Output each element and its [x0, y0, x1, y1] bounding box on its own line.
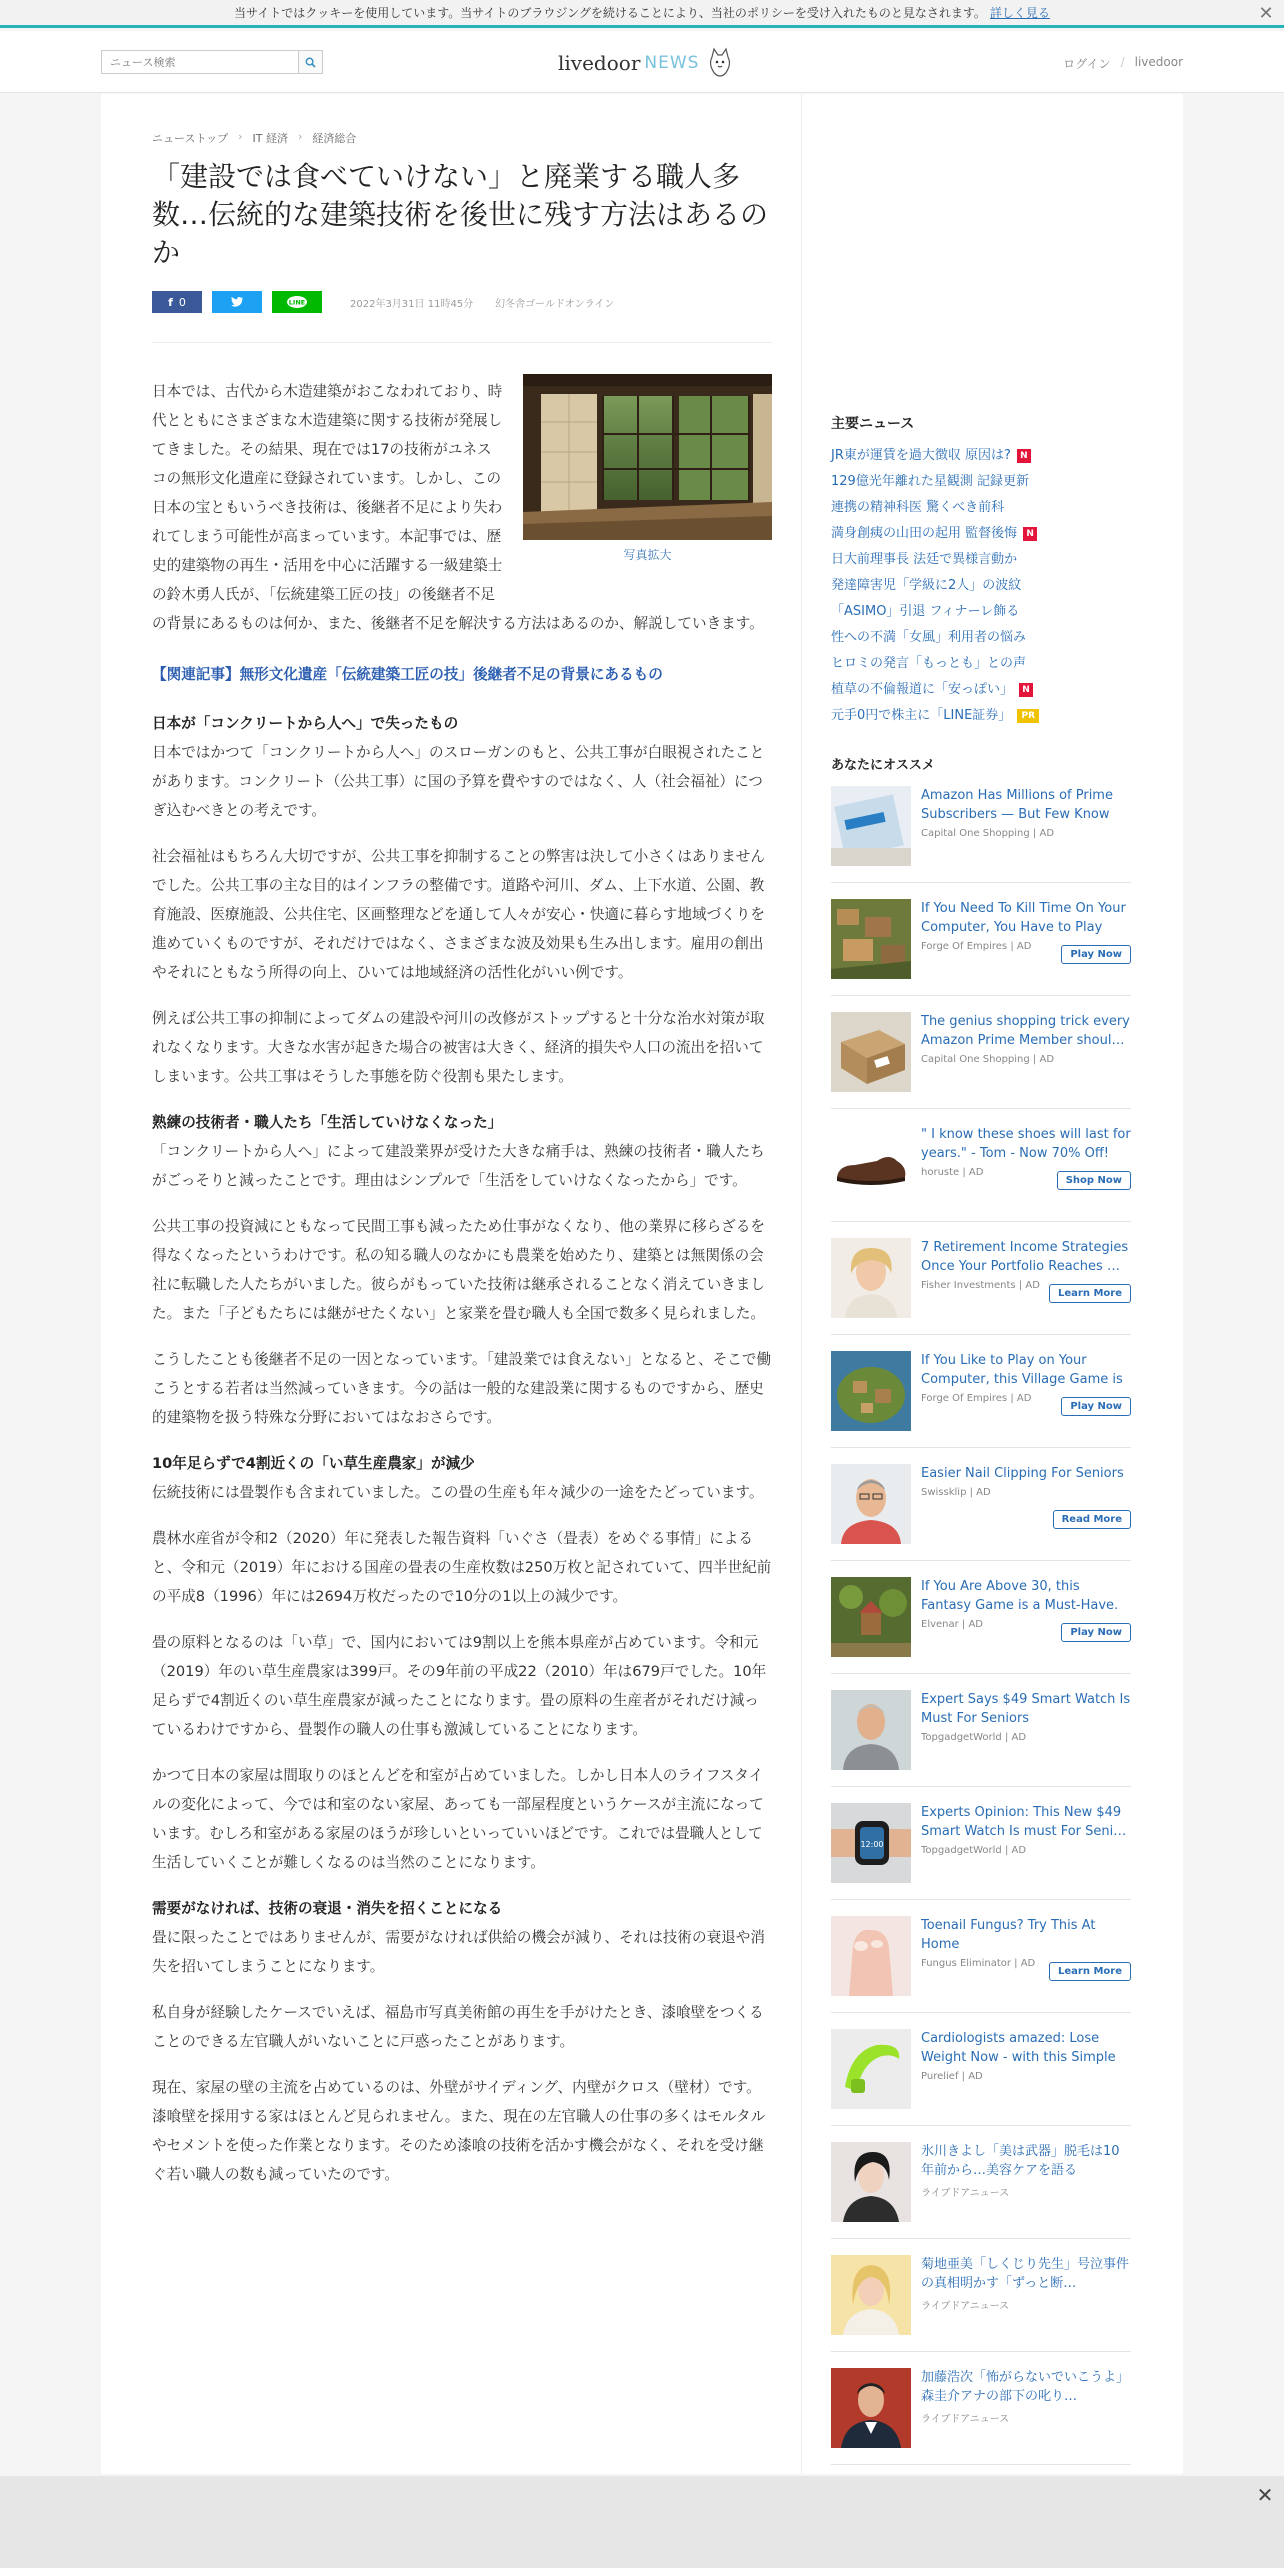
recommend-item[interactable]	[831, 1335, 1131, 1448]
cookie-message: 当サイトではクッキーを使用しています。当サイトのブラウジングを続けることにより、当社のポリシーを受け入れたものと見なされます。	[234, 6, 986, 20]
section-heading: 日本が「コンクリートから人へ」で失ったもの	[152, 715, 459, 732]
ad-thumbnail	[831, 1012, 911, 1092]
recommend-title: 菊地亜美「しくじり先生」号泣事件の真相明かす「ずっと断…	[921, 2257, 1130, 2291]
svg-text:LINE: LINE	[288, 298, 306, 307]
close-icon[interactable]: ✕	[1258, 3, 1274, 24]
article-source[interactable]: 幻冬舎ゴールドオンライン	[495, 298, 615, 310]
recommend-list	[831, 770, 1131, 2465]
recommend-title: " I know these shoes will last for years." - Tom - Now 70% Off!	[921, 1127, 1131, 1161]
recommend-item[interactable]	[831, 996, 1131, 1109]
recommend-source: Swissklip | AD	[921, 1487, 991, 1498]
bottom-ad-banner	[0, 2476, 1284, 2568]
login-link[interactable]: ログイン	[1063, 57, 1111, 71]
recommend-title: Expert Says $49 Smart Watch Is Must For Seniors	[921, 1692, 1131, 1726]
recommend-item[interactable]	[831, 1561, 1131, 1674]
recommend-source: ライブドアニュース	[921, 2188, 1010, 2199]
recommend-title: Toenail Fungus? Try This At Home	[921, 1918, 1096, 1952]
ad-thumbnail	[831, 786, 911, 866]
cookie-banner	[0, 0, 1284, 28]
news-item[interactable]: 129億光年離れた星観測 記録更新	[831, 474, 1029, 489]
article-title: 「建設では食べていけない」と廃業する職人多数…伝統的な建築技術を後世に残す方法はあるのか	[152, 160, 769, 269]
breadcrumb-item[interactable]: ニューストップ	[152, 132, 229, 145]
recommend-item[interactable]	[831, 1674, 1131, 1787]
news-item[interactable]: 元手0円で株主に「LINE証券」 PR	[831, 703, 1131, 729]
search-box	[101, 50, 323, 74]
news-item[interactable]: 性への不満「女風」利用者の悩み	[831, 630, 1027, 645]
paragraph: こうしたことも後継者不足の一因となっています。「建設業では食えない」となると、そこで働こうとする若者は当然減っていきます。今の話は一般的な建設業に関するものですから、歴史的建築物を扱う特殊な分野においてはなおさらです。	[152, 1351, 772, 1426]
recommend-title: Easier Nail Clipping For Seniors	[921, 1466, 1124, 1481]
ad-thumbnail	[831, 2255, 911, 2335]
section-heading: 需要がなければ、技術の衰退・消失を招くことになる	[152, 1900, 503, 1917]
recommend-title: If You Like to Play on Your Computer, this Village Game is	[921, 1353, 1123, 1387]
svg-text:12:00: 12:00	[860, 1840, 884, 1849]
paragraph: 私自身が経験したケースでいえば、福島市写真美術館の再生を手がけたとき、漆喰壁をつくることのできる左官職人がいないことに戸惑ったことがあります。	[152, 2004, 764, 2050]
paragraph: 例えば公共工事の抑制によってダムの建設や河川の改修がストップすると十分な治水対策が取れなくなります。大きな水害が起きた場合の被害は大きく、経済的損失や人口の流出を招いてしまいます。公共工事はそうした事態を防ぐ役割も果たします。	[152, 1010, 765, 1085]
recommend-source: Capital One Shopping | AD	[921, 1054, 1055, 1065]
paragraph: 現在、家屋の壁の主流を占めているのは、外壁がサイディング、内壁がクロス（壁材）です。漆喰壁を採用する家はほとんど見られません。また、現在の左官職人の仕事の多くはモルタルやセメントを使った作業となります。そのため漆喰の技術を活かす機会がなく、それを受け継ぐ若い職人の数も減っていたのです。	[152, 2079, 766, 2183]
recommend-item[interactable]	[831, 883, 1131, 996]
recommend-source: Purelief | AD	[921, 2071, 983, 2082]
recommend-item[interactable]	[831, 770, 1131, 883]
news-item[interactable]: 満身創痍の山田の起用 監督後悔 N	[831, 521, 1131, 547]
paragraph: 畳に限ったことではありませんが、需要がなければ供給の機会が減り、それは技術の衰退や消失を招いてしまうことになります。	[152, 1929, 765, 1975]
section-heading: 10年足らずで4割近くの「い草生産農家」が減少	[152, 1455, 475, 1472]
section-heading: 熟練の技術者・職人たち「生活していけなくなった」	[152, 1114, 503, 1131]
recommend-source: Fisher Investments | AD	[921, 1280, 1040, 1291]
recommend-source: Forge Of Empires | AD	[921, 1393, 1032, 1404]
news-item[interactable]: ヒロミの発言「もっとも」との声	[831, 656, 1027, 671]
publish-date: 2022年3月31日 11時45分	[350, 298, 474, 310]
breadcrumb-item[interactable]: IT 経済	[252, 132, 288, 145]
ad-thumbnail	[831, 2142, 911, 2222]
cta-button[interactable]: Learn More	[1049, 1962, 1131, 1981]
recommend-source: TopgadgetWorld | AD	[921, 1845, 1027, 1856]
cookie-details-link[interactable]: 詳しく見る	[989, 6, 1050, 20]
recommend-item[interactable]	[831, 1900, 1131, 2013]
cta-button[interactable]: Shop Now	[1057, 1171, 1131, 1190]
news-item[interactable]: JR東が運賃を過大徴収 原因は? N	[831, 443, 1131, 469]
recommend-source: Forge Of Empires | AD	[921, 941, 1032, 952]
ad-thumbnail	[831, 1916, 911, 1996]
facebook-icon: f	[168, 295, 173, 309]
facebook-share-button[interactable]	[152, 291, 202, 313]
search-input[interactable]	[102, 51, 298, 73]
site-header	[0, 31, 1284, 93]
search-button[interactable]	[298, 51, 322, 73]
livedoor-link[interactable]: livedoor	[1134, 55, 1183, 69]
recommend-source: ライブドアニュース	[921, 2301, 1010, 2312]
ad-thumbnail	[831, 2368, 911, 2448]
chevron-right-icon: ›	[298, 130, 303, 143]
paragraph: 伝統技術には畳製作も含まれていました。この畳の生産も年々減少の一途をたどっています。	[152, 1484, 764, 1501]
recommend-item[interactable]	[831, 1222, 1131, 1335]
recommend-title: Amazon Has Millions of Prime Subscribers — But Few Know	[921, 788, 1113, 822]
recommend-item[interactable]	[831, 1109, 1131, 1222]
ad-thumbnail	[831, 1351, 911, 1431]
cta-button[interactable]: Play Now	[1061, 1397, 1131, 1416]
ad-thumbnail	[831, 2029, 911, 2109]
divider	[152, 342, 772, 343]
news-item[interactable]: 植草の不倫報道に「安っぽい」 N	[831, 677, 1131, 703]
news-item[interactable]: 日大前理事長 法廷で異様言動か	[831, 552, 1018, 567]
new-badge: N	[1019, 683, 1033, 697]
recommend-item[interactable]	[831, 2126, 1131, 2239]
recommend-item[interactable]	[831, 1448, 1131, 1561]
news-item[interactable]: 連携の精神科医 驚くべき前科	[831, 500, 1005, 515]
logo-text: livedoor	[558, 51, 641, 75]
logo-news: NEWS	[644, 53, 700, 73]
paragraph: 農林水産省が令和2（2020）年に発表した報告資料「いぐさ（畳表）をめぐる事情」によると、令和元（2019）年における国産の畳表の生産枚数は250万枚と記されていて、四半世紀前の平成8（1996）年には2694万枚だったので10分の1以上の減少です。	[152, 1530, 772, 1605]
twitter-share-button[interactable]	[212, 291, 262, 313]
cta-button[interactable]: Learn More	[1049, 1284, 1131, 1303]
ad-thumbnail	[831, 1577, 911, 1657]
site-logo[interactable]	[558, 47, 733, 79]
ad-thumbnail	[831, 1125, 911, 1205]
close-icon[interactable]: ✕	[1256, 2483, 1274, 2507]
breadcrumb	[152, 130, 356, 146]
breadcrumb-item[interactable]: 経済総合	[312, 132, 357, 145]
paragraph: 社会福祉はもちろん大切ですが、公共工事を抑制することの弊害は決して小さくはありませんでした。公共工事の主な目的はインフラの整備です。道路や河川、ダム、上下水道、公園、教育施設、医療施設、公共住宅、区画整理などを通して人々が安心・快適に暮らす地域づくりを進めていくものですが、それだけではなく、さまざまな波及効果も生み出します。雇用の創出やそれにともなう所得の向上、ひいては地域経済の活性化がいい例です。	[152, 848, 765, 981]
recommend-title: 7 Retirement Income Strategies Once Your Portfolio Reaches …	[921, 1240, 1129, 1274]
main-news-list	[831, 443, 1131, 729]
paragraph: 日本ではかつて「コンクリートから人へ」のスローガンのもと、公共工事が白眼視されたことがあります。コンクリート（公共工事）に国の予算を費やすのではなく、人（社会福祉）につぎ込むべきとの考えです。	[152, 744, 765, 819]
line-share-button[interactable]	[272, 291, 322, 313]
recommend-source: Elvenar | AD	[921, 1619, 984, 1630]
divider: /	[1120, 55, 1125, 69]
recommend-source: horuste | AD	[921, 1167, 984, 1178]
chevron-right-icon: ›	[238, 130, 243, 143]
main-content	[101, 94, 1183, 2474]
recommend-title: Experts Opinion: This New $49 Smart Watch Is must For Seni…	[921, 1805, 1127, 1839]
recommend-item[interactable]	[831, 1787, 1131, 1900]
recommend-source: Capital One Shopping | AD	[921, 828, 1055, 839]
article-body	[152, 377, 772, 2206]
line-icon	[286, 295, 308, 309]
recommend-title: 氷川きよし「美は武器」脱毛は10年前から…美容ケアを語る	[921, 2144, 1120, 2178]
paragraph: 「コンクリートから人へ」によって建設業界が受けた大きな痛手は、熟練の技術者・職人たちがごっそりと減ったことです。理由はシンプルで「生活をしていけなくなったから」です。	[152, 1143, 765, 1189]
new-badge: N	[1023, 527, 1037, 541]
mascot-icon	[707, 47, 733, 79]
recommend-source: TopgadgetWorld | AD	[921, 1732, 1027, 1743]
recommend-item[interactable]	[831, 2013, 1131, 2126]
pr-badge: PR	[1017, 709, 1039, 723]
ad-thumbnail	[831, 899, 911, 979]
recommend-title: 加藤浩次「怖がらないでいこうよ」森圭介アナの部下の叱り…	[921, 2370, 1130, 2404]
paragraph: 公共工事の投資減にともなって民間工事も減ったため仕事がなくなり、他の業界に移らざるを得なくなったというわけです。私の知る職人のなかにも農業を始めたり、建築とは無関係の会社に転職した人たちがいました。彼らがもっていた技術は継承されることなく消えていきました。また「子どもたちには継がせたくない」と家業を畳む職人も全国で数多く見られました。	[152, 1218, 765, 1322]
recommend-title: The genius shopping trick every Amazon Prime Member shoul…	[921, 1014, 1130, 1048]
recommend-source: ライブドアニュース	[921, 2414, 1010, 2425]
recommend-item[interactable]	[831, 2239, 1131, 2352]
recommend-title: If You Are Above 30, this Fantasy Game is a Must-Have.	[921, 1579, 1119, 1613]
main-news-heading: 主要ニュース	[831, 416, 915, 432]
news-item[interactable]: 発達障害児「学級に2人」の波紋	[831, 578, 1022, 593]
divider	[801, 94, 802, 2474]
facebook-share-count: 0	[178, 295, 186, 309]
related-article-link[interactable]: 【関連記事】無形文化遺産「伝統建築工匠の技」後継者不足の背景にあるもの	[152, 666, 663, 683]
recommend-title: If You Need To Kill Time On Your Computer, You Have to Play	[921, 901, 1126, 935]
cta-button[interactable]: Play Now	[1061, 1623, 1131, 1642]
recommend-item[interactable]	[831, 2352, 1131, 2465]
photo-enlarge-link[interactable]: 写真拡大	[623, 548, 672, 562]
new-badge: N	[1017, 449, 1031, 463]
cta-button[interactable]: Play Now	[1061, 945, 1131, 964]
article-intro: 日本では、古代から木造建築がおこなわれており、時代とともにさまざまな木造建築に関する技術が発展してきました。その結果、現在では17の技術がユネスコの無形文化遺産に登録されています。しかし、この日本の宝ともいうべき技術は、後継者不足により失われてしまう可能性が高まっています。本記事では、歴史的建築物の再生・活用を中心に活躍する一級建築士の鈴木勇人氏が、「伝統建築工匠の技」の後継者不足の背景にあるものは何か、また、後継者不足を解決する方法はあるのか、解説していきます。	[152, 383, 764, 632]
ad-thumbnail	[831, 1464, 911, 1544]
search-icon	[305, 57, 316, 68]
twitter-icon	[230, 296, 244, 308]
header-links	[1063, 55, 1183, 72]
ad-thumbnail	[831, 1690, 911, 1770]
cta-button[interactable]: Read More	[1053, 1510, 1131, 1529]
share-row	[152, 291, 614, 313]
paragraph: かつて日本の家屋は間取りのほとんどを和室が占めていました。しかし日本人のライフスタイルの変化によって、今では和室のない家屋、あっても一部屋程度というケースが主流になっています。むしろ和室がある家屋のほうが珍しいといっていいほどです。これでは畳職人として生活していくことが難しくなるのは当然のことになります。	[152, 1767, 764, 1871]
ad-thumbnail	[831, 1803, 911, 1883]
recommend-source: Fungus Eliminator | AD	[921, 1958, 1036, 1969]
paragraph: 畳の原料となるのは「い草」で、国内においては9割以上を熊本県産が占めています。令和元（2019）年のい草生産農家は399戸。その9年前の平成22（2010）年は679戸でした。10年足らずで4割近くのい草生産農家が減ったことになります。畳の原料の生産者がそれだけ減っているわけですから、畳製作の職人の仕事も激減していることになります。	[152, 1634, 767, 1738]
recommend-heading: あなたにオススメ	[831, 758, 935, 773]
news-item[interactable]: 「ASIMO」引退 フィナーレ飾る	[831, 604, 1020, 619]
ad-thumbnail	[831, 1238, 911, 1318]
recommend-title: Cardiologists amazed: Lose Weight Now - with this Simple	[921, 2031, 1116, 2065]
